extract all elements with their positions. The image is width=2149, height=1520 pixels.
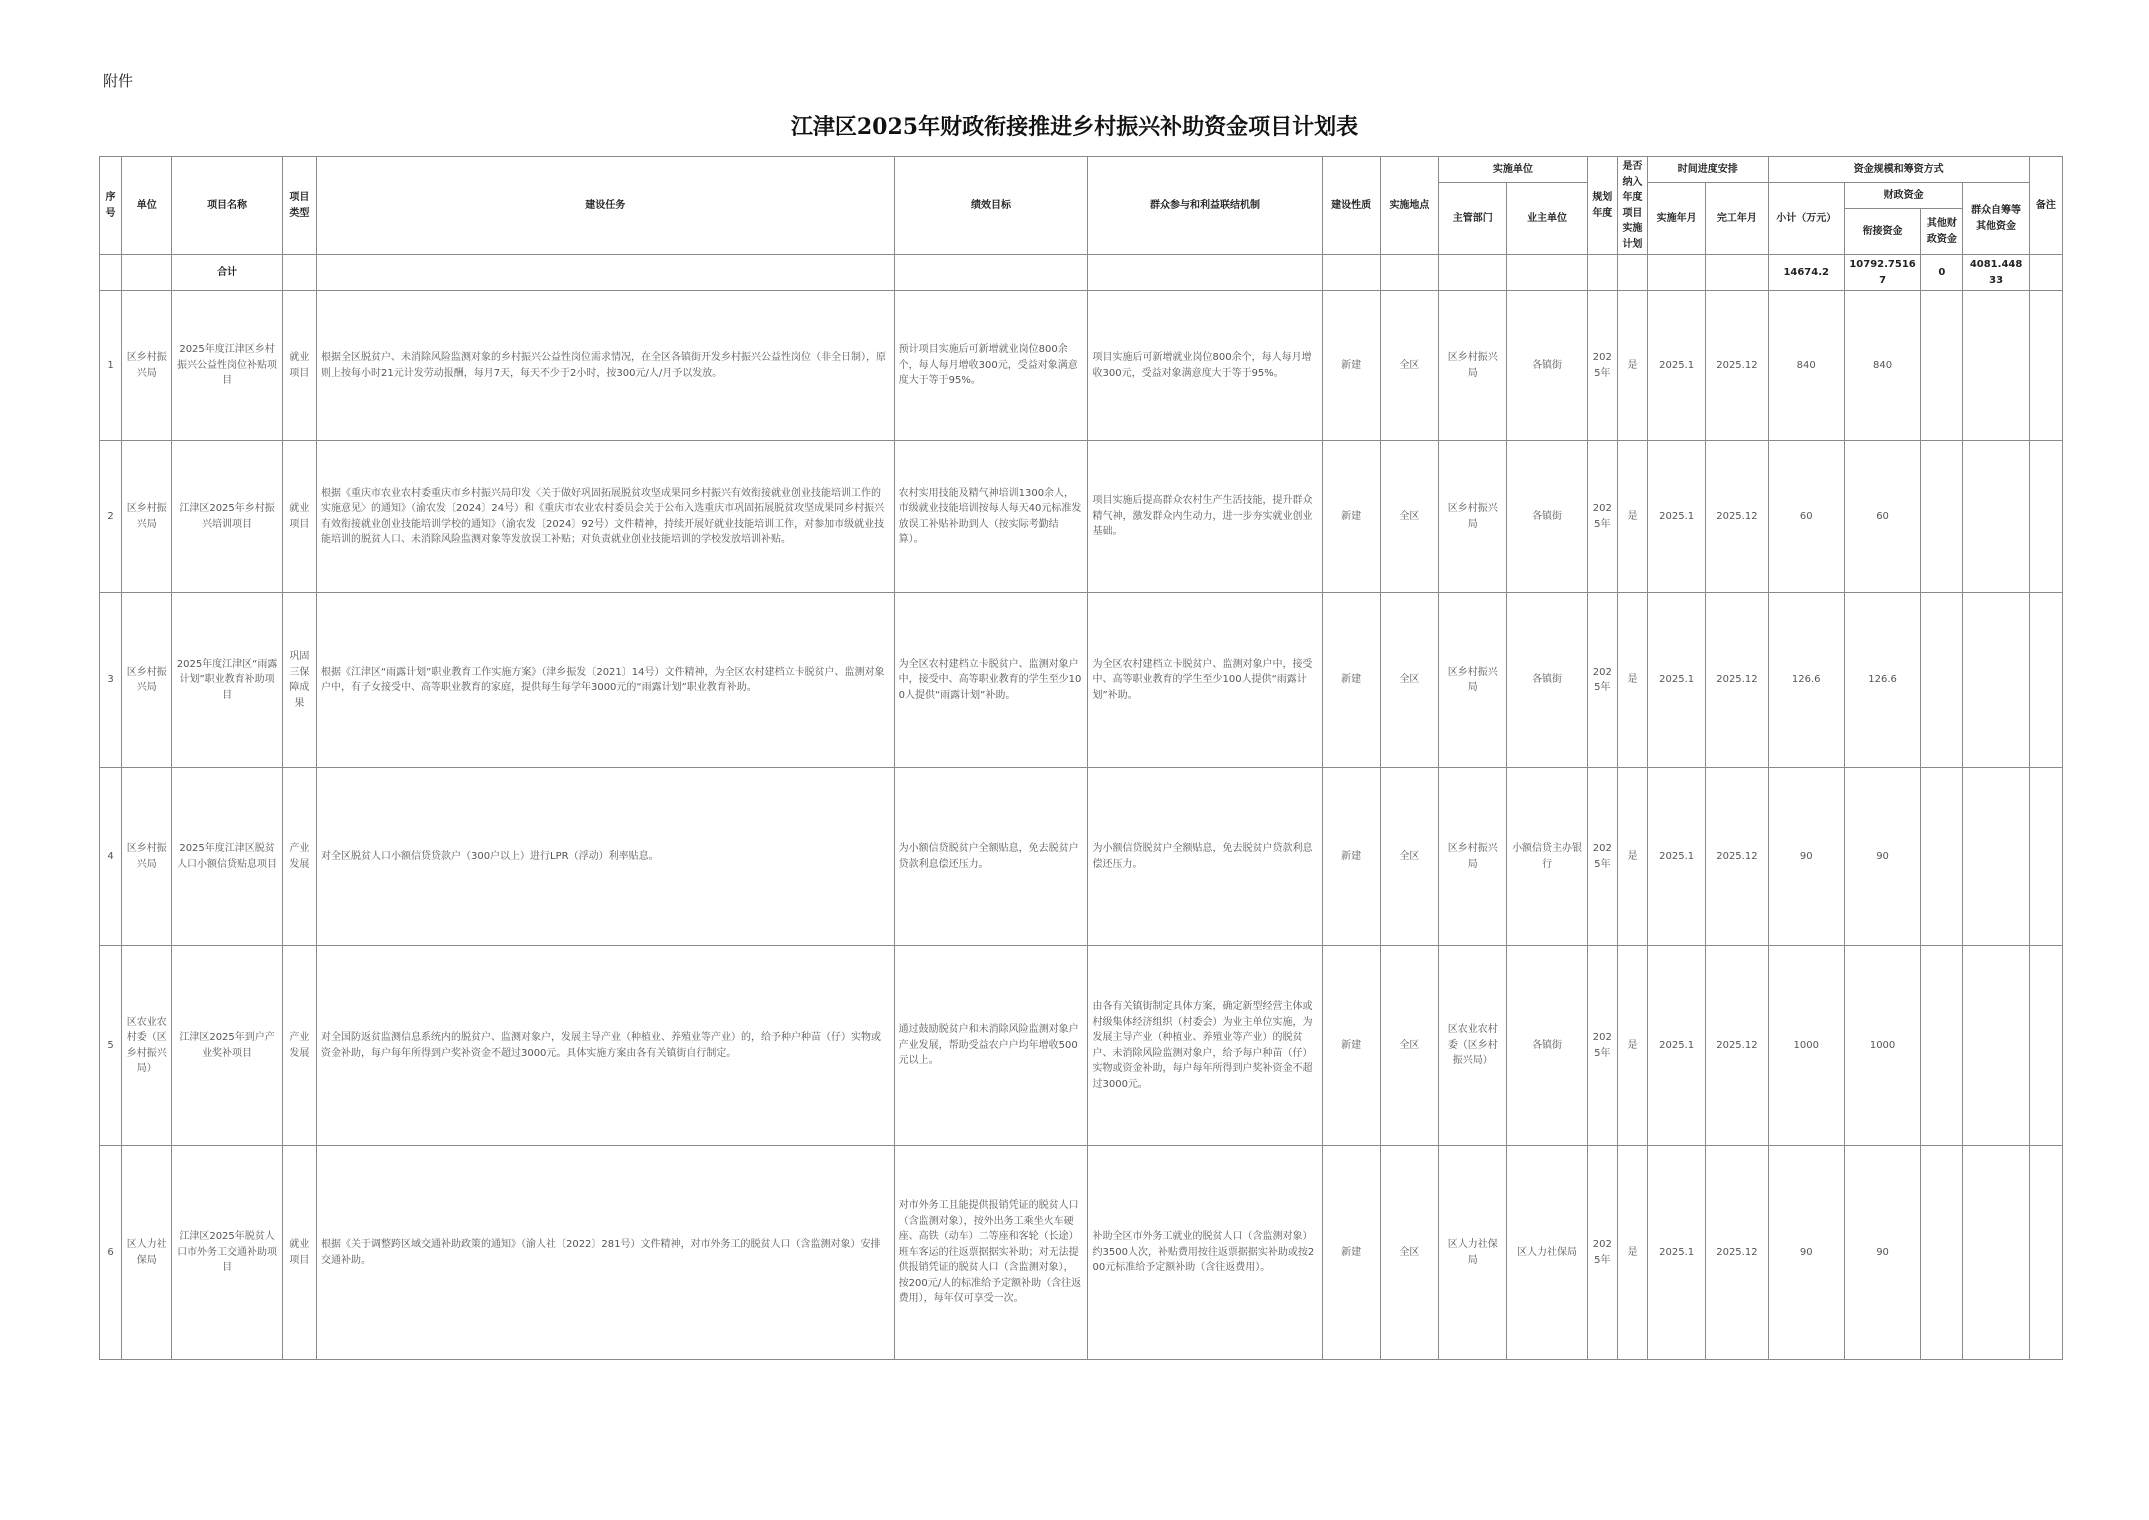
total-linked: 10792.75167 — [1844, 255, 1920, 291]
row-linked: 1000 — [1844, 946, 1920, 1146]
row-mechanism: 为小额信贷脱贫户全额贴息，免去脱贫户贷款利息偿还压力。 — [1088, 768, 1322, 946]
row-owner: 各镇街 — [1507, 291, 1587, 441]
header-mechanism: 群众参与和利益联结机制 — [1088, 157, 1322, 255]
total-cell — [282, 255, 316, 291]
total-cell — [1617, 255, 1647, 291]
total-cell — [1648, 255, 1706, 291]
row-goal: 为小额信贷脱贫户全额贴息，免去脱贫户贷款利息偿还压力。 — [894, 768, 1088, 946]
row-end: 2025.12 — [1706, 946, 1768, 1146]
row-in-plan: 是 — [1617, 946, 1647, 1146]
total-row — [100, 255, 2063, 291]
header-linked: 衔接资金 — [1844, 209, 1920, 255]
row-goal: 对市外务工且能提供报销凭证的脱贫人口（含监测对象），按外出务工乘坐火车硬座、高铁（动车）二等座和客轮（长途）班车客运的往返票据据实补助；对无法提供报销凭证的脱贫人口（含监测对象），按200元/人的标准给予定额补助（含往返费用），每年仅可享受一次。 — [894, 1146, 1088, 1360]
header-unit: 单位 — [122, 157, 172, 255]
table-row — [100, 946, 2063, 1146]
row-other-fiscal — [1921, 291, 1963, 441]
row-subtotal: 1000 — [1768, 946, 1844, 1146]
total-cell — [1439, 255, 1507, 291]
row-goal: 预计项目实施后可新增就业岗位800余个，每人每月增收300元，受益对象满意度大于等于95%。 — [894, 291, 1088, 441]
total-cell — [894, 255, 1088, 291]
header-goal: 绩效目标 — [894, 157, 1088, 255]
row-subtotal: 60 — [1768, 441, 1844, 593]
row-nature: 新建 — [1322, 946, 1380, 1146]
row-other-fiscal — [1921, 768, 1963, 946]
row-dept: 区乡村振兴局 — [1439, 291, 1507, 441]
row-unit: 区农业农村委（区乡村振兴局） — [122, 946, 172, 1146]
row-owner: 各镇街 — [1507, 946, 1587, 1146]
row-plan-year: 2025年 — [1587, 1146, 1617, 1360]
header-project-name: 项目名称 — [172, 157, 283, 255]
row-project-type: 巩固三保障成果 — [282, 593, 316, 768]
row-project-name: 江津区2025年到户产业奖补项目 — [172, 946, 283, 1146]
total-cell — [2029, 255, 2062, 291]
row-unit: 区人力社保局 — [122, 1146, 172, 1360]
row-start: 2025.1 — [1648, 768, 1706, 946]
total-cell — [100, 255, 122, 291]
row-end: 2025.12 — [1706, 441, 1768, 593]
total-cell — [316, 255, 894, 291]
row-dept: 区农业农村委（区乡村振兴局） — [1439, 946, 1507, 1146]
row-nature: 新建 — [1322, 768, 1380, 946]
row-mechanism: 补助全区市外务工就业的脱贫人口（含监测对象）约3500人次，补贴费用按往返票据据实补助或按200元标准给予定额补助（含往返费用）。 — [1088, 1146, 1322, 1360]
row-plan-year: 2025年 — [1587, 768, 1617, 946]
row-unit: 区乡村振兴局 — [122, 768, 172, 946]
total-subtotal: 14674.2 — [1768, 255, 1844, 291]
row-linked: 90 — [1844, 768, 1920, 946]
row-owner: 小额信贷主办银行 — [1507, 768, 1587, 946]
row-plan-year: 2025年 — [1587, 593, 1617, 768]
row-mechanism: 由各有关镇街制定具体方案，确定新型经营主体或村级集体经济组织（村委会）为业主单位实施，为发展主导产业（种植业、养殖业等产业）的脱贫户、未消除风险监测对象户，给予每户种苗（仔）实物或资金补助，每户每年所得到户奖补资金不超过3000元。 — [1088, 946, 1322, 1146]
header-impl-unit: 实施单位 — [1439, 157, 1588, 183]
row-unit: 区乡村振兴局 — [122, 593, 172, 768]
header-nature: 建设性质 — [1322, 157, 1380, 255]
row-subtotal: 90 — [1768, 1146, 1844, 1360]
row-end: 2025.12 — [1706, 768, 1768, 946]
row-owner: 各镇街 — [1507, 593, 1587, 768]
row-project-type: 产业发展 — [282, 768, 316, 946]
row-seq: 3 — [100, 593, 122, 768]
row-start: 2025.1 — [1648, 593, 1706, 768]
row-seq: 5 — [100, 946, 122, 1146]
header-end: 完工年月 — [1706, 183, 1768, 255]
page-title: 江津区2025年财政衔接推进乡村振兴补助资金项目计划表 — [790, 114, 1359, 140]
row-nature: 新建 — [1322, 593, 1380, 768]
row-location: 全区 — [1380, 768, 1438, 946]
row-task: 根据《江津区“雨露计划”职业教育工作实施方案》（津乡振发〔2021〕14号）文件精神，为全区农村建档立卡脱贫户、监测对象户中，有子女接受中、高等职业教育的家庭，提供每生每学年3000元的“雨露计划”职业教育补助。 — [316, 593, 894, 768]
row-start: 2025.1 — [1648, 1146, 1706, 1360]
row-location: 全区 — [1380, 593, 1438, 768]
row-unit: 区乡村振兴局 — [122, 441, 172, 593]
row-in-plan: 是 — [1617, 291, 1647, 441]
row-start: 2025.1 — [1648, 441, 1706, 593]
row-plan-year: 2025年 — [1587, 946, 1617, 1146]
total-other-fiscal: 0 — [1921, 255, 1963, 291]
row-goal: 农村实用技能及精气神培训1300余人，市级就业技能培训按每人每天40元标准发放误工补贴补助到人（按实际考勤结算）。 — [894, 441, 1088, 593]
row-dept: 区人力社保局 — [1439, 1146, 1507, 1360]
row-owner: 区人力社保局 — [1507, 1146, 1587, 1360]
row-plan-year: 2025年 — [1587, 291, 1617, 441]
row-end: 2025.12 — [1706, 593, 1768, 768]
total-self-raised: 4081.44833 — [1963, 255, 2029, 291]
row-self-raised — [1963, 441, 2029, 593]
row-linked: 90 — [1844, 1146, 1920, 1360]
header-location: 实施地点 — [1380, 157, 1438, 255]
row-seq: 1 — [100, 291, 122, 441]
total-cell — [1380, 255, 1438, 291]
header-subtotal: 小计（万元） — [1768, 183, 1844, 255]
row-owner: 各镇街 — [1507, 441, 1587, 593]
row-nature: 新建 — [1322, 1146, 1380, 1360]
row-mechanism: 项目实施后提高群众农村生产生活技能，提升群众精气神，激发群众内生动力，进一步夯实就业创业基础。 — [1088, 441, 1322, 593]
row-start: 2025.1 — [1648, 291, 1706, 441]
row-project-name: 2025年度江津区乡村振兴公益性岗位补贴项目 — [172, 291, 283, 441]
row-location: 全区 — [1380, 946, 1438, 1146]
row-in-plan: 是 — [1617, 1146, 1647, 1360]
row-linked: 126.6 — [1844, 593, 1920, 768]
header-task: 建设任务 — [316, 157, 894, 255]
header-other-fiscal: 其他财政资金 — [1921, 209, 1963, 255]
row-remark — [2029, 946, 2062, 1146]
row-task: 根据全区脱贫户、未消除风险监测对象的乡村振兴公益性岗位需求情况，在全区各镇街开发乡村振兴公益性岗位（非全日制），原则上按每小时21元计发劳动报酬，每月7天，每天不少于2小时，按300元/人/月予以发放。 — [316, 291, 894, 441]
row-mechanism: 为全区农村建档立卡脱贫户、监测对象户中，接受中、高等职业教育的学生至少100人提供“雨露计划”补助。 — [1088, 593, 1322, 768]
row-end: 2025.12 — [1706, 1146, 1768, 1360]
header-seq: 序号 — [100, 157, 122, 255]
row-project-name: 2025年度江津区脱贫人口小额信贷贴息项目 — [172, 768, 283, 946]
row-task: 根据《关于调整跨区域交通补助政策的通知》（渝人社〔2022〕281号）文件精神，对市外务工的脱贫人口（含监测对象）安排交通补助。 — [316, 1146, 894, 1360]
row-subtotal: 126.6 — [1768, 593, 1844, 768]
row-project-type: 就业项目 — [282, 291, 316, 441]
total-cell — [122, 255, 172, 291]
row-other-fiscal — [1921, 1146, 1963, 1360]
header-owner: 业主单位 — [1507, 183, 1587, 255]
total-cell — [1706, 255, 1768, 291]
row-self-raised — [1963, 768, 2029, 946]
row-project-type: 产业发展 — [282, 946, 316, 1146]
row-nature: 新建 — [1322, 441, 1380, 593]
header-funds: 资金规模和筹资方式 — [1768, 157, 2029, 183]
row-linked: 840 — [1844, 291, 1920, 441]
row-seq: 2 — [100, 441, 122, 593]
row-project-name: 江津区2025年乡村振兴培训项目 — [172, 441, 283, 593]
header-schedule: 时间进度安排 — [1648, 157, 1769, 183]
header-fiscal: 财政资金 — [1844, 183, 1963, 209]
total-cell — [1088, 255, 1322, 291]
row-project-name: 2025年度江津区“雨露计划”职业教育补助项目 — [172, 593, 283, 768]
total-cell — [1322, 255, 1380, 291]
row-task: 对全国防返贫监测信息系统内的脱贫户、监测对象户，发展主导产业（种植业、养殖业等产业）的，给予种户种苗（仔）实物或资金补助，每户每年所得到户奖补资金不超过3000元。具体实施方案由各有关镇街自行制定。 — [316, 946, 894, 1146]
row-subtotal: 90 — [1768, 768, 1844, 946]
row-task: 根据《重庆市农业农村委重庆市乡村振兴局印发〈关于做好巩固拓展脱贫攻坚成果同乡村振兴有效衔接就业创业技能培训工作的实施意见〉的通知》（渝农发〔2024〕24号）和《重庆市农业农村委员会关于公布入选重庆市巩固拓展脱贫攻坚成果同乡村振兴有效衔接就业创业技能培训学校的通知》（渝农发〔2024〕92号）文件精神，持续开展好就业技能培训工作，对参加市级就业技能培训的脱贫人口、未消除风险监测对象等发放误工补贴；对负责就业创业技能培训的学校发放培训补贴。 — [316, 441, 894, 593]
row-self-raised — [1963, 291, 2029, 441]
row-in-plan: 是 — [1617, 441, 1647, 593]
row-location: 全区 — [1380, 291, 1438, 441]
total-cell — [1507, 255, 1587, 291]
table-row — [100, 441, 2063, 593]
row-self-raised — [1963, 946, 2029, 1146]
row-project-name: 江津区2025年脱贫人口市外务工交通补助项目 — [172, 1146, 283, 1360]
row-linked: 60 — [1844, 441, 1920, 593]
row-subtotal: 840 — [1768, 291, 1844, 441]
row-seq: 6 — [100, 1146, 122, 1360]
header-dept: 主管部门 — [1439, 183, 1507, 255]
row-task: 对全区脱贫人口小额信贷贷款户（300户以上）进行LPR（浮动）利率贴息。 — [316, 768, 894, 946]
row-start: 2025.1 — [1648, 946, 1706, 1146]
row-remark — [2029, 768, 2062, 946]
row-remark — [2029, 1146, 2062, 1360]
header-self-raised: 群众自筹等其他资金 — [1963, 183, 2029, 255]
row-in-plan: 是 — [1617, 768, 1647, 946]
row-goal: 通过鼓励脱贫户和未消除风险监测对象户产业发展，帮助受益农户户均年增收500元以上。 — [894, 946, 1088, 1146]
row-mechanism: 项目实施后可新增就业岗位800余个，每人每月增收300元，受益对象满意度大于等于95%。 — [1088, 291, 1322, 441]
row-nature: 新建 — [1322, 291, 1380, 441]
row-self-raised — [1963, 1146, 2029, 1360]
table-row — [100, 1146, 2063, 1360]
row-other-fiscal — [1921, 593, 1963, 768]
annex-label: 附件 — [103, 72, 134, 90]
row-goal: 为全区农村建档立卡脱贫户、监测对象户中，接受中、高等职业教育的学生至少100人提供“雨露计划”补助。 — [894, 593, 1088, 768]
row-location: 全区 — [1380, 1146, 1438, 1360]
header-project-type: 项目类型 — [282, 157, 316, 255]
row-dept: 区乡村振兴局 — [1439, 768, 1507, 946]
row-remark — [2029, 593, 2062, 768]
row-project-type: 就业项目 — [282, 441, 316, 593]
table-row — [100, 291, 2063, 441]
row-remark — [2029, 291, 2062, 441]
row-self-raised — [1963, 593, 2029, 768]
header-remark: 备注 — [2029, 157, 2062, 255]
row-end: 2025.12 — [1706, 291, 1768, 441]
row-other-fiscal — [1921, 946, 1963, 1146]
project-plan-table — [99, 156, 2063, 1360]
total-label: 合计 — [172, 255, 283, 291]
row-dept: 区乡村振兴局 — [1439, 441, 1507, 593]
row-location: 全区 — [1380, 441, 1438, 593]
header-plan-year: 规划年度 — [1587, 157, 1617, 255]
row-project-type: 就业项目 — [282, 1146, 316, 1360]
row-remark — [2029, 441, 2062, 593]
table-row — [100, 768, 2063, 946]
total-cell — [1587, 255, 1617, 291]
row-in-plan: 是 — [1617, 593, 1647, 768]
header-in-plan: 是否纳入年度项目实施计划 — [1617, 157, 1647, 255]
table-row — [100, 593, 2063, 768]
header-start: 实施年月 — [1648, 183, 1706, 255]
row-seq: 4 — [100, 768, 122, 946]
row-plan-year: 2025年 — [1587, 441, 1617, 593]
row-dept: 区乡村振兴局 — [1439, 593, 1507, 768]
row-other-fiscal — [1921, 441, 1963, 593]
row-unit: 区乡村振兴局 — [122, 291, 172, 441]
